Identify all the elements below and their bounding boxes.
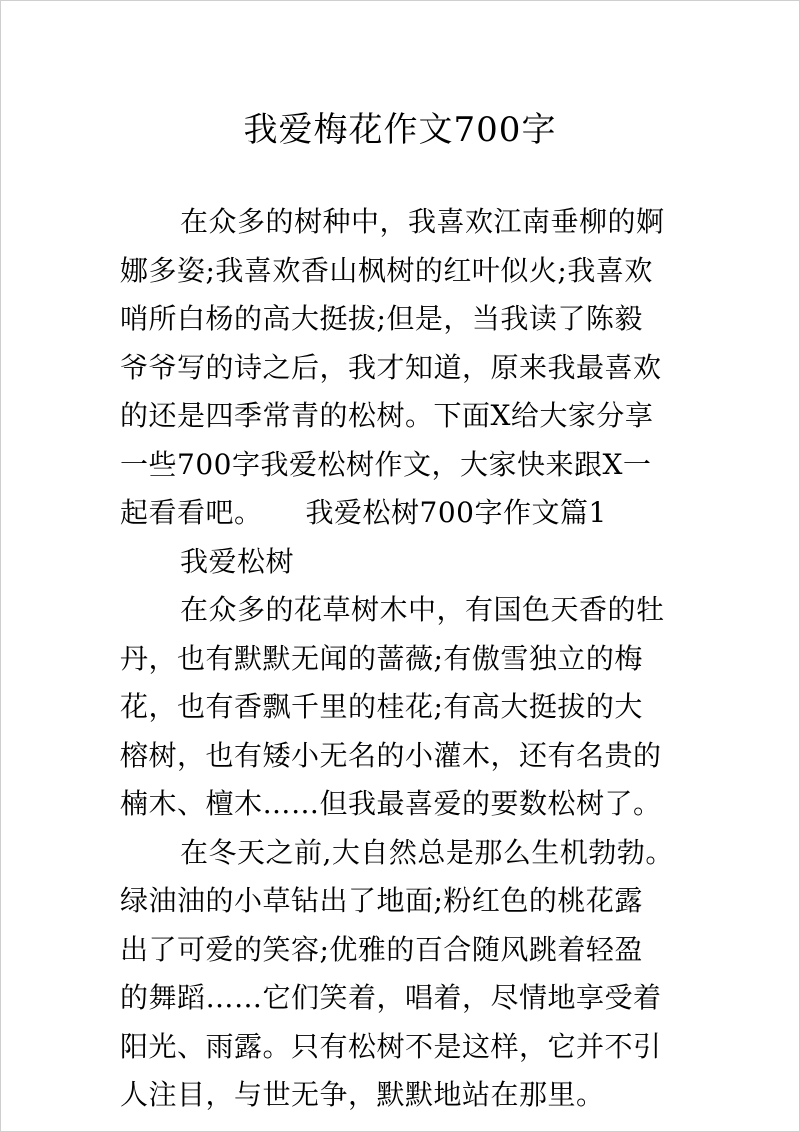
text-line: 出了可爱的笑容;优雅的百合随风跳着轻盈: [120, 932, 643, 966]
text-line: 榕树，也有矮小无名的小灌木，还有名贵的: [120, 738, 662, 772]
text-line: 一些700字我爱松树作文，大家快来跟X一: [120, 447, 652, 481]
text-line: 哨所白杨的高大挺拔;但是，当我读了陈毅: [120, 302, 643, 335]
text-line: 阳光、雨露。只有松树不是这样，它并不引: [120, 1029, 662, 1063]
text-line: 在冬天之前,大自然总是那么生机勃勃。: [180, 835, 674, 869]
text-line: 丹，也有默默无闻的蔷薇;有傲雪独立的梅: [120, 641, 643, 675]
text-line: 的舞蹈……它们笑着，唱着，尽情地享受着: [120, 981, 662, 1014]
text-line: 爷爷写的诗之后，我才知道，原来我最喜欢: [120, 350, 662, 384]
document-body: [120, 198, 720, 1120]
text-line: 绿油油的小草钻出了地面;粉红色的桃花露: [120, 884, 643, 917]
text-line: 人注目，与世无争，默默地站在那里。: [120, 1078, 605, 1111]
section-heading: 我爱松树: [180, 544, 295, 578]
text-line: 花，也有香飘千里的桂花;有高大挺拔的大: [120, 690, 643, 723]
text-line: 在众多的花草树木中，有国色天香的牡: [180, 593, 665, 626]
text-line: 娜多姿;我喜欢香山枫树的红叶似火;我喜欢: [120, 253, 653, 287]
document-title: 我爱梅花作文700字: [243, 110, 557, 150]
text-line: 在众多的树种中，我喜欢江南垂柳的婀: [180, 205, 665, 238]
text-line: 起看看吧。 我爱松树700字作文篇1: [120, 496, 607, 529]
text-line: 的还是四季常青的松树。下面X给大家分享: [120, 399, 654, 432]
text-line: 楠木、檀木……但我最喜爱的要数松树了。: [120, 787, 662, 820]
